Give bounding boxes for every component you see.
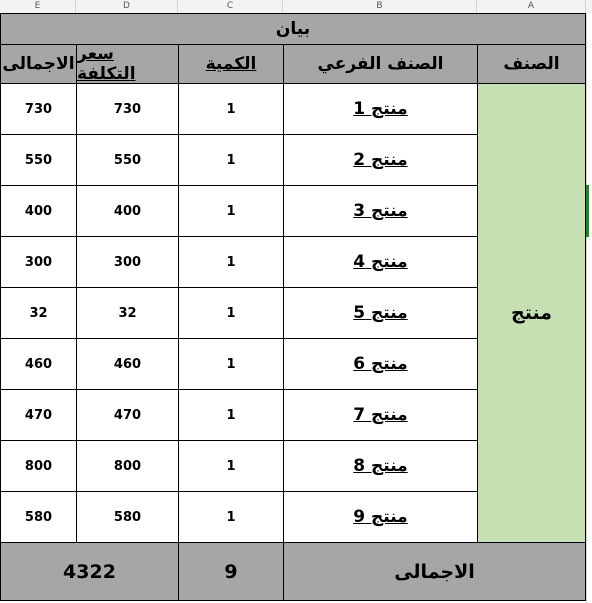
header-total[interactable]: الاجمالى — [0, 44, 77, 84]
product-cell[interactable]: منتج 9 — [283, 491, 478, 543]
total-cell[interactable]: 32 — [0, 287, 77, 339]
qty-cell[interactable]: 1 — [178, 338, 284, 390]
cost-cell[interactable]: 460 — [76, 338, 179, 390]
column-header-bar — [0, 0, 592, 14]
cost-cell[interactable]: 470 — [76, 389, 179, 441]
header-subitem[interactable]: الصنف الفرعي — [283, 44, 478, 84]
header-qty[interactable]: الكمية — [178, 44, 284, 84]
qty-cell[interactable]: 1 — [178, 287, 284, 339]
total-cell[interactable]: 300 — [0, 236, 77, 288]
grand-total-cell[interactable]: 4322 — [0, 542, 179, 601]
qty-cell[interactable]: 1 — [178, 83, 284, 135]
column-header-a[interactable]: A — [477, 0, 586, 13]
cost-cell[interactable]: 300 — [76, 236, 179, 288]
group-cell[interactable]: منتج — [477, 83, 586, 543]
product-cell[interactable]: منتج 6 — [283, 338, 478, 390]
total-cell[interactable]: 400 — [0, 185, 77, 237]
total-cell[interactable]: 730 — [0, 83, 77, 135]
header-group[interactable]: الصنف — [477, 44, 586, 84]
total-cell[interactable]: 460 — [0, 338, 77, 390]
cost-cell[interactable]: 400 — [76, 185, 179, 237]
column-header-d[interactable]: D — [76, 0, 178, 13]
total-cell[interactable]: 800 — [0, 440, 77, 492]
product-cell[interactable]: منتج 5 — [283, 287, 478, 339]
total-cell[interactable]: 470 — [0, 389, 77, 441]
selection-indicator — [586, 185, 589, 237]
qty-cell[interactable]: 1 — [178, 236, 284, 288]
adjacent-column-strip — [586, 13, 592, 603]
total-cell[interactable]: 580 — [0, 491, 77, 543]
product-cell[interactable]: منتج 1 — [283, 83, 478, 135]
qty-cell[interactable]: 1 — [178, 134, 284, 186]
qty-total-cell[interactable]: 9 — [178, 542, 284, 601]
header-cost[interactable]: سعر التكلفة — [76, 44, 179, 84]
column-header-b[interactable]: B — [283, 0, 477, 13]
footer-label-cell[interactable]: الاجمالى — [283, 542, 586, 601]
cost-cell[interactable]: 800 — [76, 440, 179, 492]
column-header-c[interactable]: C — [178, 0, 283, 13]
product-cell[interactable]: منتج 4 — [283, 236, 478, 288]
spreadsheet-grid — [0, 13, 586, 603]
product-cell[interactable]: منتج 8 — [283, 440, 478, 492]
qty-cell[interactable]: 1 — [178, 440, 284, 492]
product-cell[interactable]: منتج 7 — [283, 389, 478, 441]
cost-cell[interactable]: 550 — [76, 134, 179, 186]
product-cell[interactable]: منتج 2 — [283, 134, 478, 186]
product-cell[interactable]: منتج 3 — [283, 185, 478, 237]
qty-cell[interactable]: 1 — [178, 491, 284, 543]
total-cell[interactable]: 550 — [0, 134, 77, 186]
column-header-e[interactable]: E — [0, 0, 76, 13]
title-cell[interactable]: بيان — [0, 13, 586, 45]
cost-cell[interactable]: 730 — [76, 83, 179, 135]
qty-cell[interactable]: 1 — [178, 389, 284, 441]
cost-cell[interactable]: 32 — [76, 287, 179, 339]
cost-cell[interactable]: 580 — [76, 491, 179, 543]
qty-cell[interactable]: 1 — [178, 185, 284, 237]
